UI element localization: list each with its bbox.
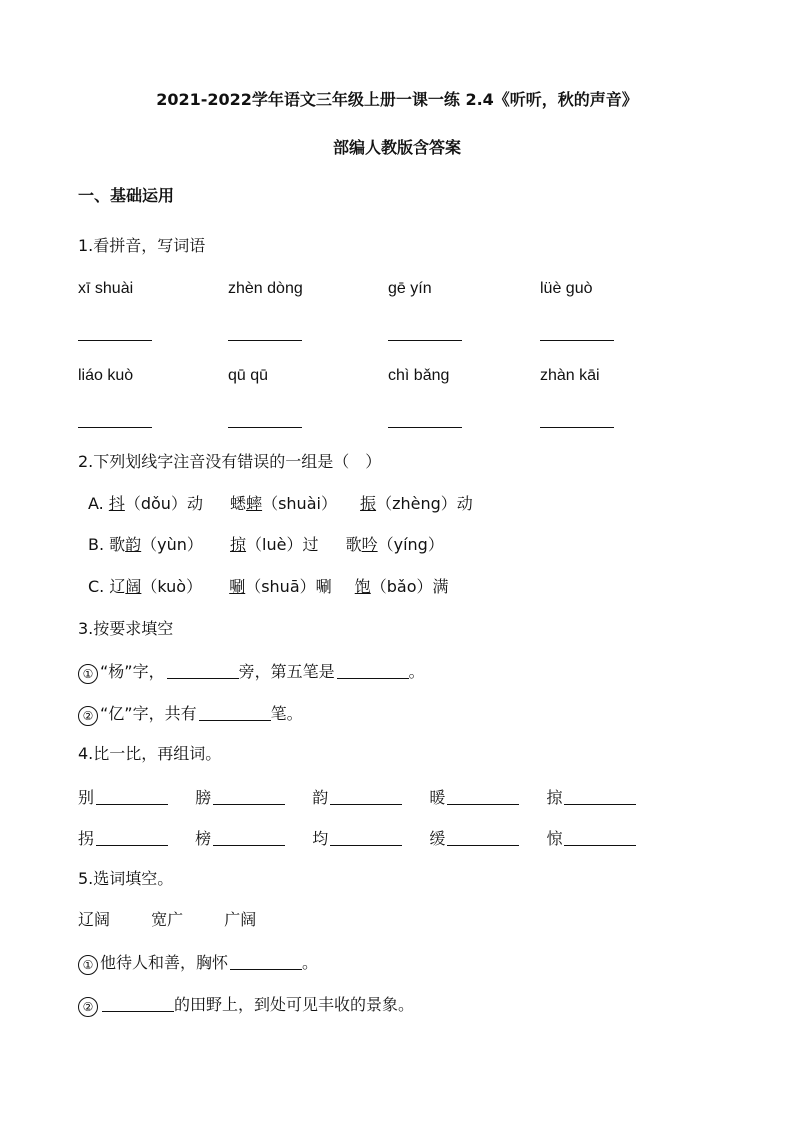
word-option: 辽阔 — [78, 910, 111, 929]
answer-blank[interactable] — [167, 660, 239, 679]
answer-blank[interactable] — [330, 786, 402, 805]
underlined-char: 掠 — [230, 535, 247, 554]
pinyin-item: gē yín — [388, 280, 432, 297]
underlined-char: 阔 — [125, 577, 142, 596]
pinyin-item: zhèn dòng — [228, 280, 303, 297]
answer-blank[interactable] — [102, 993, 174, 1012]
question-5-label: 5.选词填空。 — [78, 869, 174, 888]
underlined-char: 抖 — [108, 494, 125, 513]
answer-blank[interactable] — [447, 786, 519, 805]
option-a[interactable]: A. 抖（dǒu）动 蟋蟀（shuài） 振（zhèng）动 — [88, 494, 473, 513]
answer-blank[interactable] — [447, 827, 519, 846]
answer-blank[interactable] — [330, 827, 402, 846]
answer-blank[interactable] — [96, 827, 168, 846]
answer-blank[interactable] — [96, 786, 168, 805]
pinyin-item: xī shuài — [78, 280, 134, 297]
underlined-char: 吟 — [361, 535, 378, 554]
circled-number: ② — [78, 706, 98, 726]
answer-blank[interactable] — [199, 702, 271, 721]
answer-blank[interactable] — [78, 427, 152, 428]
answer-blank[interactable] — [540, 427, 614, 428]
section-heading-basic: 一、基础运用 — [78, 186, 175, 205]
document-subtitle: 部编人教版含答案 — [332, 138, 461, 157]
answer-blank[interactable] — [388, 340, 462, 341]
option-b[interactable]: B. 歌韵（yùn） 掠（luè）过 歌吟（yíng） — [88, 535, 444, 554]
answer-blank[interactable] — [564, 786, 636, 805]
underlined-char: 饱 — [354, 577, 371, 596]
compare-row-2: 拐 榜 均 缓 惊 — [78, 827, 636, 849]
pinyin-item: lüè guò — [540, 280, 593, 297]
underlined-char: 蟀 — [246, 494, 263, 513]
question-2-label: 2.下列划线字注音没有错误的一组是（ ） — [78, 452, 382, 471]
question-5-item-2: ② 的田野上，到处可见丰收的景象。 — [78, 993, 414, 1017]
underlined-char: 韵 — [125, 535, 142, 554]
word-bank — [78, 910, 256, 930]
answer-blank[interactable] — [540, 340, 614, 341]
word-option: 广阔 — [224, 910, 257, 929]
pinyin-item: liáo kuò — [78, 367, 134, 384]
question-3-item-2: ② “亿”字，共有 笔。 — [78, 702, 303, 726]
answer-blank[interactable] — [213, 827, 285, 846]
answer-blank[interactable] — [228, 340, 302, 341]
answer-blank[interactable] — [337, 660, 409, 679]
answer-blank[interactable] — [564, 827, 636, 846]
answer-blank[interactable] — [230, 951, 302, 970]
circled-number: ① — [78, 955, 98, 975]
pinyin-item: qū qū — [228, 367, 269, 384]
option-c[interactable]: C. 辽阔（kuò） 唰（shuā）唰 饱（bǎo）满 — [88, 577, 449, 596]
underlined-char: 唰 — [229, 577, 246, 596]
pinyin-item: zhàn kāi — [540, 367, 600, 384]
question-5-item-1: ① 他待人和善，胸怀 。 — [78, 951, 318, 975]
pinyin-item: chì bǎng — [388, 367, 450, 384]
underlined-char: 振 — [360, 494, 377, 513]
answer-blank[interactable] — [388, 427, 462, 428]
document-title: 2021-2022学年语文三年级上册一课一练 2.4《听听，秋的声音》 — [156, 90, 638, 109]
compare-row-1: 别 膀 韵 暖 掠 — [78, 786, 636, 808]
circled-number: ① — [78, 664, 98, 684]
answer-blank[interactable] — [78, 340, 152, 341]
question-1-label: 1.看拼音，写词语 — [78, 236, 206, 255]
question-3-item-1: ① “杨”字， 旁，第五笔是 。 — [78, 660, 425, 684]
question-4-label: 4.比一比，再组词。 — [78, 744, 222, 763]
answer-blank[interactable] — [228, 427, 302, 428]
answer-blank[interactable] — [213, 786, 285, 805]
circled-number: ② — [78, 997, 98, 1017]
word-option: 宽广 — [151, 910, 184, 929]
question-3-label: 3.按要求填空 — [78, 619, 174, 638]
